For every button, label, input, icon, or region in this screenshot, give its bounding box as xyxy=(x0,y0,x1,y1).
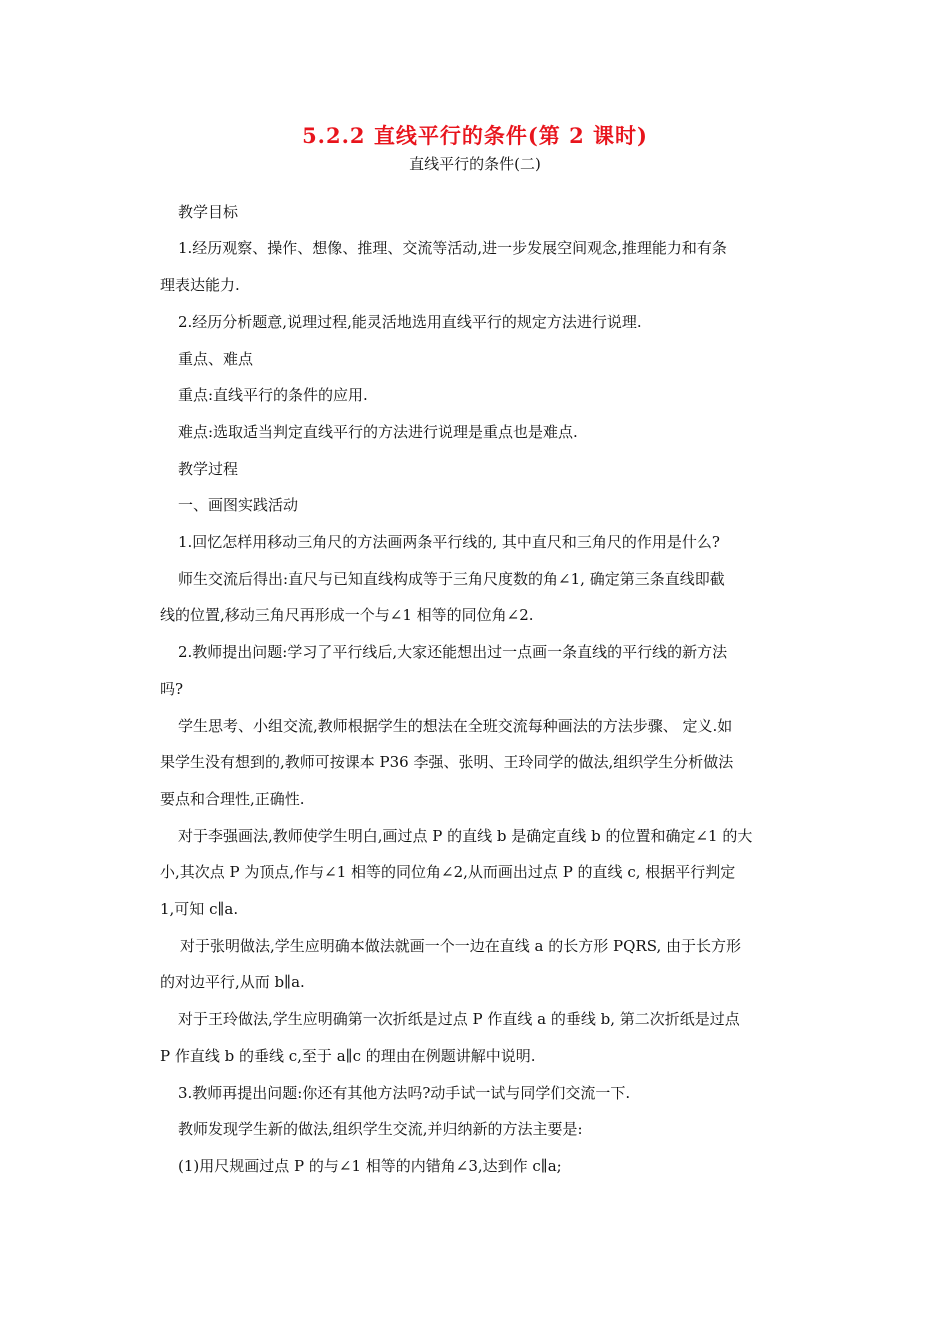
paragraph-line: 师生交流后得出:直尺与已知直线构成等于三角尺度数的角∠1, 确定第三条直线即截 xyxy=(178,570,725,588)
paragraph-line: 的对边平行,从而 b∥a. xyxy=(160,973,305,991)
paragraph-line: 学生思考、小组交流,教师根据学生的想法在全班交流每种画法的方法步骤、 定义.如 xyxy=(178,717,733,735)
paragraph-line: 1,可知 c∥a. xyxy=(160,900,239,918)
document-title: 5.2.2 直线平行的条件(第 2 课时) xyxy=(302,123,648,148)
paragraph-line: 2.经历分析题意,说理过程,能灵活地选用直线平行的规定方法进行说理. xyxy=(178,313,642,331)
paragraph-line: 吗? xyxy=(160,680,184,698)
paragraph-line: 要点和合理性,正确性. xyxy=(160,790,305,808)
paragraph-line: 理表达能力. xyxy=(160,276,240,294)
paragraph-line: P 作直线 b 的垂线 c,至于 a∥c 的理由在例题讲解中说明. xyxy=(160,1047,536,1065)
paragraph-line: 果学生没有想到的,教师可按课本 P36 李强、张明、王玲同学的做法,组织学生分析做法 xyxy=(160,753,734,771)
paragraph-line: 对于王玲做法,学生应明确第一次折纸是过点 P 作直线 a 的垂线 b, 第二次折纸是过点 xyxy=(178,1010,740,1028)
paragraph-line: 对于李强画法,教师使学生明白,画过点 P 的直线 b 是确定直线 b 的位置和确定∠1 的大 xyxy=(178,827,753,845)
paragraph-line: 线的位置,移动三角尺再形成一个与∠1 相等的同位角∠2. xyxy=(160,606,534,624)
section-heading: 教学目标 xyxy=(178,203,239,221)
paragraph-line: 难点:选取适当判定直线平行的方法进行说理是重点也是难点. xyxy=(178,423,578,441)
section-heading: 重点、难点 xyxy=(178,350,254,368)
section-heading: 一、画图实践活动 xyxy=(178,496,299,514)
paragraph-line: 重点:直线平行的条件的应用. xyxy=(178,386,368,404)
section-heading: 教学过程 xyxy=(178,460,239,478)
paragraph-line: 小,其次点 P 为顶点,作与∠1 相等的同位角∠2,从而画出过点 P 的直线 c, 根据平行判定 xyxy=(160,863,736,881)
paragraph-line: 1.经历观察、操作、想像、推理、交流等活动,进一步发展空间观念,推理能力和有条 xyxy=(178,239,727,257)
paragraph-line: 1.回忆怎样用移动三角尺的方法画两条平行线的, 其中直尺和三角尺的作用是什么? xyxy=(178,533,720,551)
document-subtitle: 直线平行的条件(二) xyxy=(409,155,541,173)
paragraph-line: 3.教师再提出问题:你还有其他方法吗?动手试一试与同学们交流一下. xyxy=(178,1084,631,1102)
paragraph-line: 对于张明做法,学生应明确本做法就画一个一边在直线 a 的长方形 PQRS, 由于长方形 xyxy=(180,937,741,955)
paragraph-line: 教师发现学生新的做法,组织学生交流,并归纳新的方法主要是: xyxy=(178,1120,583,1138)
paragraph-line: (1)用尺规画过点 P 的与∠1 相等的内错角∠3,达到作 c∥a; xyxy=(178,1157,562,1175)
paragraph-line: 2.教师提出问题:学习了平行线后,大家还能想出过一点画一条直线的平行线的新方法 xyxy=(178,643,728,661)
